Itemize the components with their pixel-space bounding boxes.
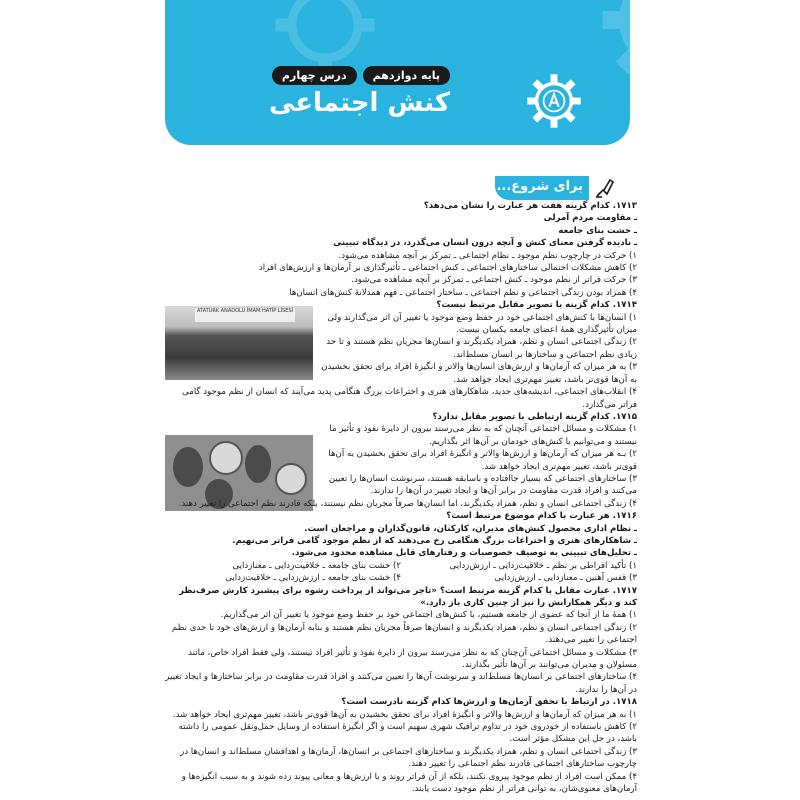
questions-column — [165, 200, 637, 796]
question-stem — [165, 696, 637, 708]
option: ۴) ممکن است افراد از نظم موجود پیروی نکنند، بلکه از آن فراتر روند و با ارزش‌ها و معانی پیوند زده شوند و به سبب انگیزه‌ها و آرمان‌های معنوی‌شان، به توانی فراتر از نظم موجود دست یابند. — [181, 771, 637, 795]
gear-icon — [525, 72, 583, 130]
question-stem — [320, 299, 637, 311]
question-text: هر عبارت با کدام موضوع مرتبط است؟ — [446, 511, 610, 522]
option: ۴) انقلاب‌های اجتماعی، اندیشه‌های جدید، شاهکارهای هنری و اختراعات بزرگ هنگامی پدید می‌آیند که انسان از نظم موجود گامی فراتر می‌گذارد. — [182, 387, 637, 410]
option: ۲) خشت بنای جامعه ـ خلاقیت‌زدایی ـ معنازدایی — [232, 560, 401, 571]
question-number: ۱۷۱۵. — [612, 411, 637, 422]
question-1714 — [320, 299, 637, 386]
statement: ـ شاهکارهای هنری و اختراعات بزرگ هنگامی رخ می‌دهند که از نظم موجود گامی فراتر می‌نهیم. — [232, 535, 637, 546]
chapter-title: کنش اجتماعی — [268, 88, 450, 118]
option: ۳) ساختارهای اجتماعی که بسیار جاافتاده و باسابقه هستند، سرنوشت انسان‌ها را تعیین می‌کنند و افراد قدرت مقاومت در برابر آن‌ها و ایجاد تغییر در آن‌ها را ندارند. — [328, 473, 637, 497]
question-text: کدام گزینه ارتباطی با تصویر مقابل ندارد؟ — [432, 411, 610, 422]
option: ۱) همهٔ ما از آنجا که عضوی از جامعه هستیم، با کنش‌های اجتماعی خود بر حفظ وضع موجود یا تغییر آن اثر می‌گذاریم. — [220, 610, 637, 621]
question-stem — [165, 510, 637, 522]
statement: ـ تحلیل‌های تبیینی به توصیف خصوصیات و رفتارهای قابل مشاهده محدود می‌شود. — [291, 548, 637, 559]
question-text: در ارتباط با تحقق آرمان‌ها و ارزش‌ها کدام گزینه نادرست است؟ — [341, 697, 610, 708]
question-1718 — [165, 696, 637, 795]
option: ۳) مشکلات و مسائل اجتماعی آن‌چنان که به نظر می‌رسند بیرون از دایرهٔ نفوذ و تأثیر افراد نیستند، ولی فقط افراد خاص، مانند مسئولان و مدیران می‌توانند بر آن‌ها تأثیر بگذارند. — [188, 647, 637, 671]
option: ۳) به هر میزان که آرمان‌ها و ارزش‌های انسان‌ها والاتر و انگیزهٔ افراد برای تحقق بخشیدن به آن‌ها قوی‌تر باشد، تغییر مهم‌تری ایجاد خواهد شد. — [321, 362, 637, 385]
question-stem — [165, 200, 637, 212]
question-stem — [320, 411, 637, 423]
option: ۴) زندگی اجتماعی انسان و نظم، همزاد یکدیگرند، اما انسان‌ها صرفاً مجریان نظم نیستند، بلکه قادرند نظم اجتماعی را تغییر دهند. — [178, 498, 637, 509]
pen-hand-icon — [593, 176, 617, 200]
option: ۲) کاهش باستفاده از خودروی خود در تداوم ترافیک شهری سهیم است و اگر انگیزهٔ استفاده از وسایل حمل‌ونقل عمومی را داشته باشد، در حل این مشکل مؤثر است. — [178, 722, 637, 745]
option: ۳) قفس آهنین ـ معنازدایی ـ ارزش‌زدایی — [494, 573, 637, 584]
option: ۲) بـه هر میزان که آرمان‌ها و ارزش‌ها والاتر و انگیزهٔ افراد برای تحقق بخشیدن به آن‌ها قوی‌تر باشد، تغییر مهم‌تری ایجاد خواهد شد. — [328, 449, 637, 472]
grade-pill: پایه دوازدهم — [363, 66, 450, 85]
option: ۱) تأکید افراطی بر نظم ـ خلاقیت‌زدایی ـ ارزش‌زدایی — [449, 560, 637, 571]
options-grid — [165, 560, 637, 585]
question-number: ۱۷۱۸. — [612, 697, 637, 708]
question-1715 — [320, 411, 637, 498]
gear-watermark-icon — [595, 0, 630, 95]
section-title: برای شروع... — [496, 179, 583, 194]
option: ۴) همزاد بودن زندگی اجتماعی و نظم اجتماعی ـ ساختار اجتماعی ـ فهم همدلانهٔ کنش‌های انسان‌ها — [289, 287, 637, 298]
option: ۲) زندگی اجتماعی انسان و نظم، همزاد یکدیگرند و انسان‌ها صرفاً مجریان نظم هستند و بنابه آرمان‌ها و ارزش‌های خود تا حدی نظم اجتماعی را تغییر می‌دهند. — [171, 622, 637, 646]
option: ۲) کاهش مشکلات احتمالی ساختارهای اجتماعی ـ کنش اجتماعی ـ تأثیرگذاری بر آرمان‌ها و ارزش‌های افراد — [258, 263, 637, 274]
question-number: ۱۷۱۴. — [612, 300, 637, 311]
question-1713 — [165, 200, 637, 299]
option: ۴) ساختارهای اجتماعی بر انسان‌ها مسلط‌اند و سرنوشت آن‌ها را تعیین می‌کنند و افراد قدرت مقاومت در برابر ساختارها و ایجاد تغییر در آن‌ها را ندارند. — [165, 672, 637, 695]
section-heading — [495, 176, 617, 200]
option: ۳) زندگی اجتماعی انسان و نظم، همزاد یکدیگرند و ساختارهای اجتماعی بر انسان‌ها، آرمان‌ها و اهدافشان مسلط‌اند و انسان‌ها در چارچوب ساختارهای اجتماعی قادرند نظم اجتماعی را تغییر دهند. — [180, 746, 637, 770]
option: ۱) مشکلات و مسائل اجتماعی آنچنان که به نظر می‌رسند بیرون از دایرهٔ نفوذ و تأثیر ما نیستند و می‌توانیم با کنش‌های خودمان بر آن‌ها اثر بگذاریم. — [329, 424, 637, 447]
lesson-pills — [272, 66, 450, 85]
question-1716 — [165, 510, 637, 584]
question-number: ۱۷۱۳. — [612, 201, 637, 211]
statement: ـ نظام اداری محصول کنش‌های مدیران، کارکنان، قانون‌گذاران و مراجعان است. — [304, 523, 637, 534]
statement: ـ مقاومت مردم آمرلی — [543, 213, 637, 224]
question-stem — [165, 585, 637, 610]
question-number: ۱۷۱۶. — [612, 511, 637, 522]
option: ۱) به هر میزان که آرمان‌ها و ارزش‌ها والاتر و انگیزهٔ افراد برای تحقق بخشیدن به آن‌ها قوی‌تر باشد، تغییر مهم‌تری ایجاد خواهد شد. — [172, 709, 637, 720]
statement: ـ خشت بنای جامعه — [558, 225, 637, 236]
option: ۴) خشت بنای جامعه ـ ارزش‌زدایی ـ خلاقیت‌زدایی — [225, 573, 401, 584]
question-text: کدام گزینه با تصویر مقابل مرتبط نیست؟ — [436, 300, 610, 311]
question-number: ۱۷۱۷. — [612, 585, 637, 596]
option: ۲) زندگی اجتماعی انسان و نظم، همزاد یکدیگرند و انسان‌ها مجریان نظم هستند و تا حد زیادی نظم اجتماعی و ساختارها بر انسان مسلط‌اند. — [326, 337, 637, 360]
lesson-pill: درس چهارم — [272, 66, 357, 85]
option: ۱) انسان‌ها با کنش‌های اجتماعی خود در حفظ وضع موجود یا تغییر آن اثر می‌گذارند ولی میزان تأثیرگذاری همهٔ اعضای جامعه یکسان نیست. — [327, 312, 637, 336]
question-text: کدام گزینه هفت هر عبارت را نشان می‌دهد؟ — [423, 201, 610, 211]
school-sign: ATATURK ANADOLU İMAM HATİP LİSESİ — [195, 308, 295, 322]
option: ۳) حرکت فراتر از نظم موجود ـ کنش اجتماعی ـ تمرکز بر آنچه مشاهده می‌شود. — [351, 275, 637, 286]
statement: ـ نادیده گرفتن معنای کنش و آنچه درون انسان می‌گذرد، در دیدگاه تبیینی — [333, 238, 637, 249]
question-1717 — [165, 585, 637, 697]
option: ۱) حرکت در چارچوب نظم موجود ـ نظام اجتماعی ـ تمرکز بر آنچه مشاهده می‌شود. — [338, 250, 637, 261]
question-text: عبارت مقابل با کدام گزینه مرتبط است؟ «تاجر می‌تواند از پرداخت رشوه برای پیشبرد کارش صرف‌نظر کند و دیگر همکارانش را نیز از چنین کاری باز دارد.» — [178, 585, 637, 608]
